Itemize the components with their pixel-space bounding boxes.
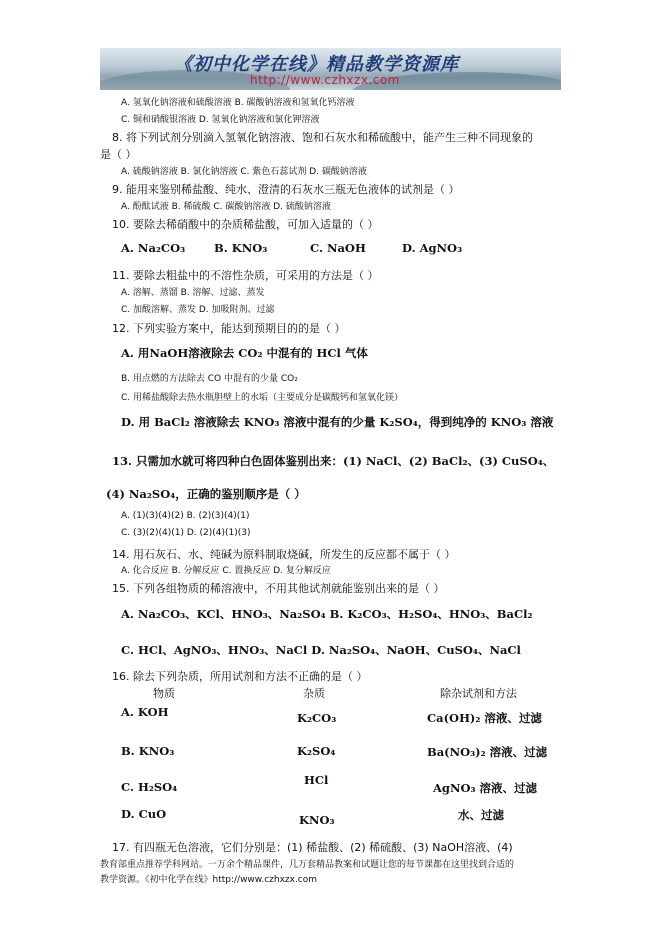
text-line: 11. 要除去粗盐中的不溶性杂质，可采用的方法是（ ）: [112, 269, 379, 282]
text-line: 除杂试剂和方法: [440, 687, 517, 700]
formula-line: A. KOH: [121, 705, 169, 719]
text-line: 15. 下列各组物质的稀溶液中，不用其他试剂就能鉴别出来的是（ ）: [112, 582, 445, 595]
text-line: A. 溶解、蒸馏 B. 溶解、过滤、蒸发: [121, 288, 265, 298]
text-line: A. 化合反应 B. 分解反应 C. 置换反应 D. 复分解反应: [121, 566, 331, 576]
formula-line: K₂CO₃: [297, 711, 337, 725]
text-line: B. 用点燃的方法除去 CO 中混有的少量 CO₂: [121, 374, 298, 384]
banner-url[interactable]: http://www.czhxzx.com: [250, 73, 400, 87]
formula-line: B. KNO₃: [214, 241, 268, 255]
footer-line: 教育部重点推荐学科网站。一万余个精品课件，几万套精品教案和试题让您的每节课都在这里找到合适的: [100, 860, 515, 870]
formula-line: KNO₃: [299, 813, 335, 827]
formula-line: HCl: [304, 773, 329, 787]
footer-line: 教学资源。《初中化学在线》http://www.czhxzx.com: [100, 875, 318, 885]
text-line: 12. 下列实验方案中，能达到预期目的的是（ ）: [112, 322, 346, 335]
formula-line: C. H₂SO₄: [121, 780, 178, 794]
formula-line: (4) Na₂SO₄，正确的鉴别顺序是（ ）: [106, 487, 306, 501]
formula-line: D. CuO: [121, 807, 167, 821]
header-banner: [100, 48, 561, 90]
formula-line: A. 用NaOH溶液除去 CO₂ 中混有的 HCl 气体: [121, 346, 368, 360]
text-line: A. 硫酸钠溶液 B. 氯化钠溶液 C. 紫色石蕊试剂 D. 碳酸钠溶液: [121, 167, 367, 177]
formula-line: Ba(NO₃)₂ 溶液、过滤: [427, 745, 548, 759]
formula-line: A. Na₂CO₃: [121, 241, 186, 255]
text-line: A. (1)(3)(4)(2) B. (2)(3)(4)(1): [121, 511, 250, 521]
text-line: 16. 除去下列杂质，所用试剂和方法不正确的是（ ）: [112, 670, 368, 683]
text-line: 是（ ）: [100, 148, 137, 161]
text-line: 14. 用石灰石、水、纯碱为原料制取烧碱，所发生的反应都不属于（ ）: [112, 548, 456, 561]
text-line: A. 酚酞试液 B. 稀硫酸 C. 碳酸钠溶液 D. 硫酸钠溶液: [121, 202, 331, 212]
text-line: 物质: [153, 687, 175, 700]
text-line: 8. 将下列试剂分别滴入氢氧化钠溶液、饱和石灰水和稀硫酸中，能产生三种不同现象的: [112, 131, 533, 144]
text-line: C. (3)(2)(4)(1) D. (2)(4)(1)(3): [121, 528, 251, 538]
banner-title: 《初中化学在线》精品教学资源库: [174, 54, 459, 75]
text-line: 10. 要除去稀硝酸中的杂质稀盐酸，可加入适量的（ ）: [112, 218, 379, 231]
formula-line: 水、过滤: [458, 808, 504, 822]
text-line: 9. 能用来鉴别稀盐酸、纯水、澄清的石灰水三瓶无色液体的试剂是（ ）: [112, 183, 460, 196]
text-line: C. 加酸溶解、蒸发 D. 加吸附剂、过滤: [121, 305, 275, 315]
formula-line: 13. 只需加水就可将四种白色固体鉴别出来：(1) NaCl、(2) BaCl₂、(3) CuSO₄、: [112, 454, 555, 468]
text-line: 17. 有四瓶无色溶液，它们分别是：(1) 稀盐酸、(2) 稀硫酸、(3) NaOH溶液、(4): [112, 841, 513, 854]
text-line: A. 氢氧化钠溶液和硫酸溶液 B. 碳酸钠溶液和氢氧化钙溶液: [121, 98, 355, 108]
formula-line: D. AgNO₃: [402, 241, 463, 255]
formula-line: C. NaOH: [310, 241, 366, 255]
formula-line: B. KNO₃: [121, 744, 175, 758]
text-line: 杂质: [303, 687, 325, 700]
formula-line: A. Na₂CO₃、KCl、HNO₃、Na₂SO₄ B. K₂CO₃、H₂SO₄、HNO₃、BaCl₂: [121, 607, 533, 621]
text-line: C. 铜和硝酸银溶液 D. 氢氧化钠溶液和氯化钾溶液: [121, 115, 320, 125]
formula-line: Ca(OH)₂ 溶液、过滤: [427, 711, 542, 725]
formula-line: D. 用 BaCl₂ 溶液除去 KNO₃ 溶液中混有的少量 K₂SO₄，得到纯净的 KNO₃ 溶液: [121, 415, 554, 429]
formula-line: K₂SO₄: [297, 744, 336, 758]
formula-line: AgNO₃ 溶液、过滤: [433, 781, 538, 795]
text-line: C. 用稀盐酸除去热水瓶胆壁上的水垢（主要成分是碳酸钙和氢氧化镁）: [121, 393, 404, 403]
formula-line: C. HCl、AgNO₃、HNO₃、NaCl D. Na₂SO₄、NaOH、CuSO₄、NaCl: [121, 643, 521, 657]
